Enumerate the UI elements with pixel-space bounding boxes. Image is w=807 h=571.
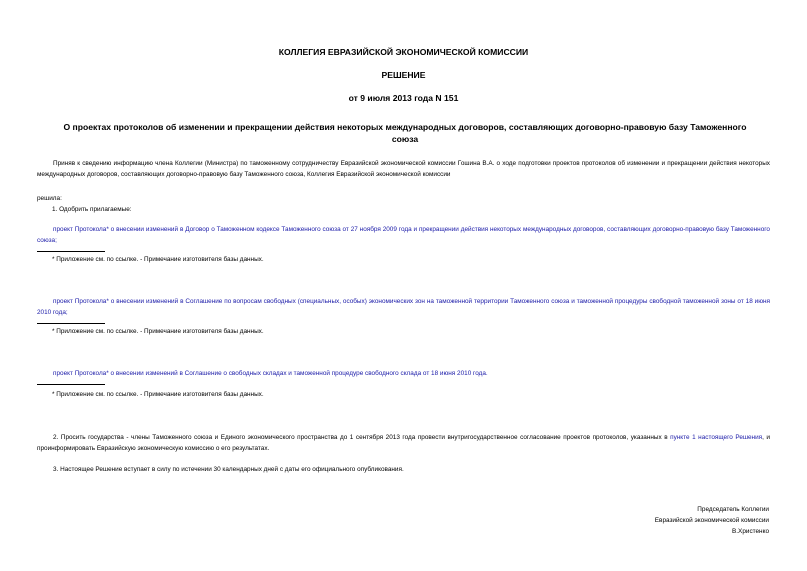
doc-title: О проектах протоколов об изменении и прекращении действия некоторых международных договоров, составляющих договорно-правовую базу Таможенного союза <box>63 122 747 144</box>
decided-label: решила: <box>37 195 62 202</box>
item-2-text-before: 2. Просить государства - члены Таможенного союза и Единого экономического пространства до 1 сентября 2013 года провести внутригосударственное согласование проектов протоколов, указанных в <box>53 434 671 441</box>
signature-position: Председатель Коллегии <box>697 506 769 513</box>
project-1-paragraph <box>37 224 770 246</box>
project-1-note: * Приложение см. по ссылке. - Примечание изготовителя базы данных. <box>52 256 264 263</box>
project-3-link[interactable]: проект Протокола <box>53 370 107 377</box>
footnote-divider-3 <box>37 384 105 385</box>
project-2-link[interactable]: проект Протокола <box>53 298 107 305</box>
project-1-text: * о внесении изменений в Договор о Таможенном кодексе Таможенного союза от 27 ноября 2009 года и прекращении действия некоторых международных договоров, составляющих договорно-правовую базу Таможенного союза; <box>37 226 770 244</box>
project-1-link[interactable]: проект Протокола <box>53 226 107 233</box>
item-2-text-after: , и проинформировать Евразийскую экономическую комиссию о его результатах. <box>37 434 770 452</box>
project-2-paragraph <box>37 296 770 318</box>
project-2-text: * о внесении изменений в Соглашение по вопросам свободных (специальных, особых) экономических зон на таможенной территории Таможенного союза и таможенной процедуры свободной таможенной зоны от 18 июня 2010 года; <box>37 298 770 316</box>
project-3-paragraph <box>37 368 770 379</box>
project-2-note: * Приложение см. по ссылке. - Примечание изготовителя базы данных. <box>52 328 264 335</box>
signature-organization: Евразийской экономической комиссии <box>654 517 769 524</box>
doc-type-heading: РЕШЕНИЕ <box>381 70 426 80</box>
footnote-divider-2 <box>37 323 105 324</box>
item-2-paragraph <box>37 432 770 454</box>
footnote-divider-1 <box>37 251 105 252</box>
org-heading: КОЛЛЕГИЯ ЕВРАЗИЙСКОЙ ЭКОНОМИЧЕСКОЙ КОМИССИИ <box>278 47 529 57</box>
item-2-link[interactable]: пункте 1 настоящего Решения <box>670 434 763 441</box>
signature-name: В.Христенко <box>732 528 769 535</box>
item-1: 1. Одобрить прилагаемые: <box>52 206 132 213</box>
doc-date-heading: от 9 июля 2013 года N 151 <box>348 93 459 103</box>
project-3-note: * Приложение см. по ссылке. - Примечание изготовителя базы данных. <box>52 391 264 398</box>
intro-paragraph: Приняв к сведению информацию члена Коллегии (Министра) по таможенному сотрудничеству Евразийской экономической комиссии Гошина В.А. о ходе подготовки проектов протоколов об изменении и прекращении действия некоторых международных договоров, составляющих договорно-правовую базу Таможенного союза, Коллегия Евразийской экономической комиссии <box>37 160 770 178</box>
item-3-paragraph: 3. Настоящее Решение вступает в силу по истечении 30 календарных дней с даты его официального опубликования. <box>53 466 404 473</box>
project-3-text: * о внесении изменений в Соглашение о свободных складах и таможенной процедуре свободного склада от 18 июня 2010 года. <box>106 370 488 377</box>
